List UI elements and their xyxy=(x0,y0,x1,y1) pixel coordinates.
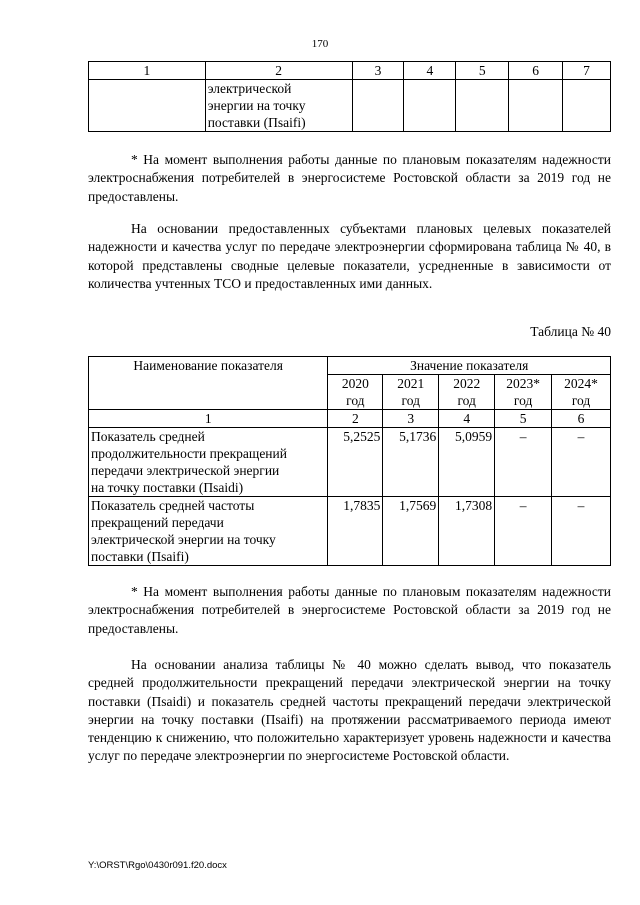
table-column-numbers-row xyxy=(89,410,611,428)
indicator-name-line: электрической xyxy=(207,81,292,96)
empty-cell xyxy=(563,80,611,132)
column-number: 7 xyxy=(563,62,611,80)
empty-cell xyxy=(89,80,206,132)
footnote-2: * На момент выполнения работы данные по плановым показателям надежности электроснабжения потребителей в энергосистеме Ростовской области за 2019 год не предоставлены. xyxy=(88,584,611,636)
empty-cell xyxy=(456,80,509,132)
year-header xyxy=(383,375,439,410)
indicator-name-line: Показатель средней частоты xyxy=(91,498,255,513)
indicator-name-cell xyxy=(89,428,328,497)
year-header xyxy=(495,375,552,410)
column-number: 2 xyxy=(328,410,383,428)
year-label: 2024* xyxy=(564,376,598,391)
column-number: 6 xyxy=(509,62,563,80)
value-cell: – xyxy=(552,497,611,566)
table-row xyxy=(89,497,611,566)
year-unit: год xyxy=(401,393,420,408)
value-cell: 1,7308 xyxy=(439,497,495,566)
empty-cell xyxy=(352,80,404,132)
value-cell: 5,1736 xyxy=(383,428,439,497)
continued-table xyxy=(88,61,611,132)
indicator-name-line: электрической энергии на точку xyxy=(91,532,276,547)
value-cell: 5,0959 xyxy=(439,428,495,497)
value-cell: 1,7569 xyxy=(383,497,439,566)
year-label: 2022 xyxy=(453,376,481,391)
column-number: 3 xyxy=(383,410,439,428)
indicator-name-line: прекращений передачи xyxy=(91,515,224,530)
year-unit: год xyxy=(513,393,533,408)
column-number: 1 xyxy=(89,410,328,428)
value-cell: – xyxy=(552,428,611,497)
year-header xyxy=(552,375,611,410)
year-unit: год xyxy=(346,393,365,408)
value-cell: – xyxy=(495,428,552,497)
page-number: 170 xyxy=(311,38,329,50)
indicator-name-line: продолжительности прекращений xyxy=(91,446,287,461)
table-caption: Таблица № 40 xyxy=(530,324,611,339)
table-header-row xyxy=(89,62,611,80)
year-header xyxy=(328,375,383,410)
year-label: 2020 xyxy=(341,376,369,391)
year-label: 2023* xyxy=(506,376,540,391)
indicators-table xyxy=(88,356,611,566)
table-row xyxy=(89,80,611,132)
column-number: 4 xyxy=(439,410,495,428)
empty-cell xyxy=(404,80,456,132)
indicator-name-cell xyxy=(205,80,352,132)
column-number: 1 xyxy=(89,62,206,80)
indicator-name-line: поставки (Пsaifi) xyxy=(207,115,306,130)
footer-file-path: Y:\ORST\Rgo\0430r091.f20.docx xyxy=(88,860,227,871)
value-cell: 5,2525 xyxy=(328,428,383,497)
footnote-1: * На момент выполнения работы данные по плановым показателям надежности электроснабжения потребителей в энергосистеме Ростовской области за 2019 год не предоставлены. xyxy=(88,152,611,204)
table-row xyxy=(89,428,611,497)
empty-cell xyxy=(509,80,563,132)
indicator-name-line: поставки (Пsaifi) xyxy=(91,549,189,564)
header-indicator-value: Значение показателя xyxy=(328,357,611,375)
column-number: 2 xyxy=(205,62,352,80)
table-header-row xyxy=(89,357,611,375)
column-number: 5 xyxy=(495,410,552,428)
column-number: 6 xyxy=(552,410,611,428)
column-number: 3 xyxy=(352,62,404,80)
year-header xyxy=(439,375,495,410)
paragraph-1: На основании предоставленных субъектами плановых целевых показателей надежности и качества услуг по передаче электроэнергии сформирована таблица № 40, в которой представлены сводные целевые показатели, усредненные в зависимости от количества учтенных ТСО и предоставленных ими данных. xyxy=(88,221,611,291)
column-number: 5 xyxy=(456,62,509,80)
value-cell: 1,7835 xyxy=(328,497,383,566)
year-label: 2021 xyxy=(397,376,425,391)
year-unit: год xyxy=(457,393,476,408)
header-indicator-name: Наименование показателя xyxy=(89,357,328,410)
indicator-name-cell xyxy=(89,497,328,566)
year-unit: год xyxy=(571,393,591,408)
value-cell: – xyxy=(495,497,552,566)
indicator-name-line: энергии на точку xyxy=(207,98,306,113)
paragraph-2: На основании анализа таблицы № 40 можно сделать вывод, что показатель средней продолжительности прекращений передачи электрической энергии на точку поставки (Пsaidi) и показатель средней частоты прекращений передачи электрической энергии на точку поставки (Пsaifi) на протяжении рассматриваемого периода имеют тенденцию к снижению, что положительно характеризует уровень надежности и качества услуг по передаче электроэнергии по энергосистеме Ростовской области. xyxy=(88,657,611,764)
column-number: 4 xyxy=(404,62,456,80)
indicator-name-line: Показатель средней xyxy=(91,429,205,444)
indicator-name-line: на точку поставки (Пsaidi) xyxy=(91,480,244,495)
indicator-name-line: передачи электрической энергии xyxy=(91,463,280,478)
